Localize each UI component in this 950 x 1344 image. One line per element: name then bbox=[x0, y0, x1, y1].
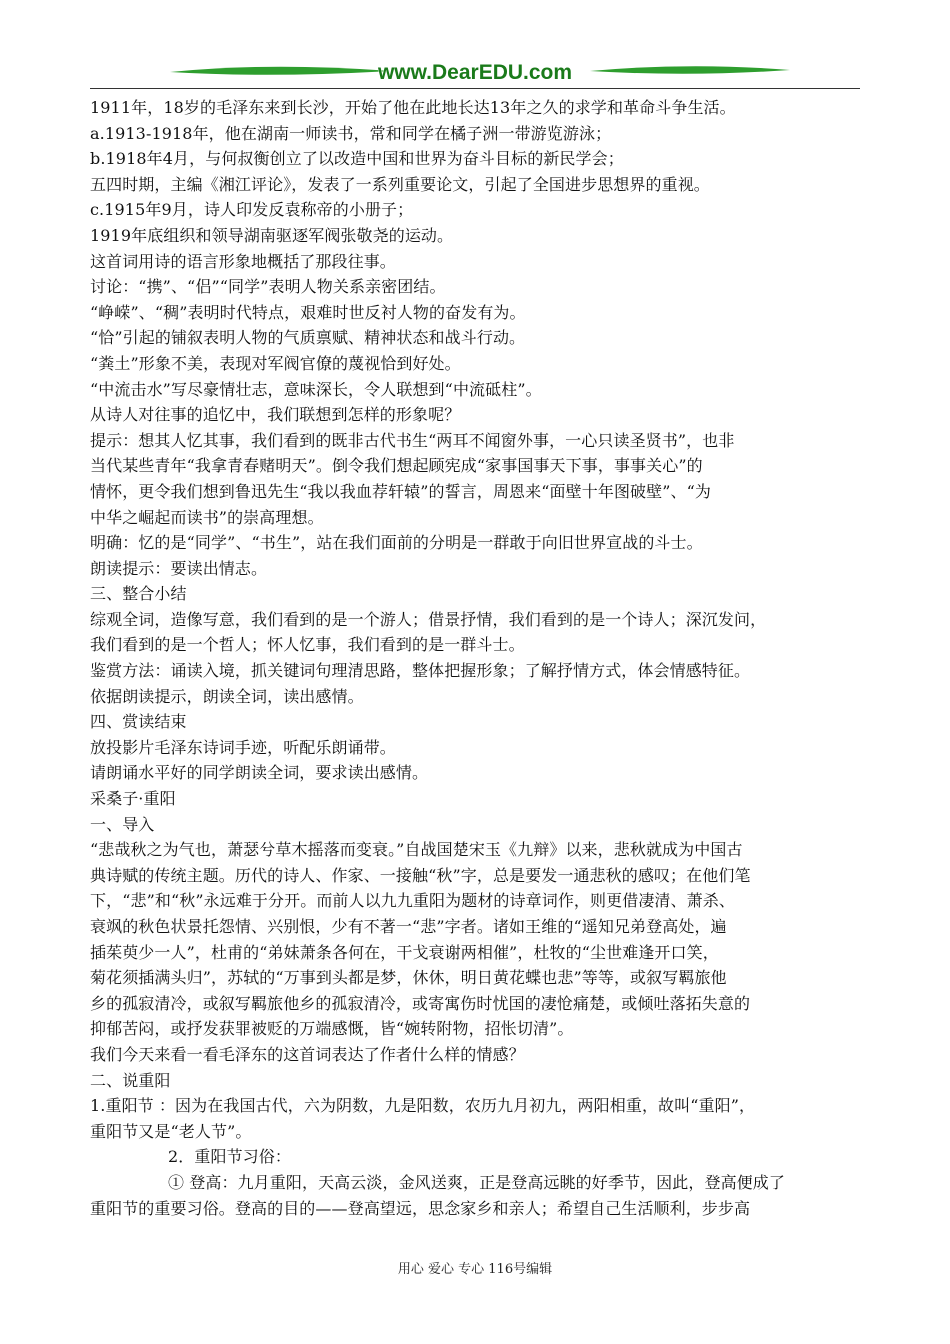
body-line: 请朗诵水平好的同学朗读全词，要求读出感情。 bbox=[90, 763, 429, 783]
body-line: “峥嵘”、“稠”表明时代特点，艰难时世反衬人物的奋发有为。 bbox=[90, 302, 526, 322]
body-line: 中华之崛起而读书”的崇高理想。 bbox=[90, 507, 324, 527]
section-heading: 三、整合小结 bbox=[90, 584, 187, 604]
section-heading: 一、导入 bbox=[90, 814, 155, 834]
right-swoosh-decoration bbox=[590, 66, 790, 74]
body-line: 下，“悲”和“秋”永远难于分开。而前人以九九重阳为题材的诗章词作，则更借凄清、萧杀、 bbox=[90, 891, 735, 911]
body-line: 1.重阳节 ：因为在我国古代，六为阴数，九是阳数，农历九月初九，两阳相重，故叫“重阳”， bbox=[90, 1096, 756, 1116]
body-line: 衰飒的秋色状景托怨情、兴别恨，少有不著一“悲”字者。诸如王维的“遥知兄弟登高处，遍 bbox=[90, 917, 727, 936]
body-line: 明确：忆的是“同学”、“书生”，站在我们面前的分明是一群敢于向旧世界宣战的斗士。 bbox=[90, 533, 703, 553]
body-line: 五四时期，主编《湘江评论》，发表了一系列重要论文，引起了全国进步思想界的重视。 bbox=[90, 174, 710, 194]
body-line: 乡的孤寂清冷，或叙写羁旅他乡的孤寂清冷，或寄寓伤时忧国的凄怆痛楚，或倾吐落拓失意的 bbox=[90, 993, 751, 1013]
header-rule bbox=[90, 88, 860, 89]
document-body bbox=[90, 95, 862, 1221]
body-line: c.1915年9月，诗人印发反袁称帝的小册子； bbox=[90, 200, 414, 220]
body-line: a.1913-1918年，他在湖南一师读书，常和同学在橘子洲一带游览游泳； bbox=[90, 123, 612, 143]
poem-title: 采桑子·重阳 bbox=[90, 789, 176, 809]
body-line: b.1918年4月，与何叔衡创立了以改造中国和世界为奋斗目标的新民学会； bbox=[90, 149, 624, 169]
body-line: 从诗人对往事的追忆中，我们联想到怎样的形象呢？ bbox=[90, 405, 461, 425]
body-line: 1919年底组织和领导湖南驱逐军阀张敬尧的运动。 bbox=[90, 225, 454, 245]
body-line: 菊花须插满头归”，苏轼的“万事到头都是梦，休休，明日黄花蝶也悲”等等，或叙写羁旅他 bbox=[90, 968, 727, 988]
body-line: 重阳节又是“老人节”。 bbox=[90, 1121, 252, 1141]
left-swoosh-decoration bbox=[170, 67, 390, 75]
section-heading: 二、说重阳 bbox=[90, 1070, 171, 1090]
body-line: 我们看到的是一个哲人；怀人忆事，我们看到的是一群斗士。 bbox=[90, 635, 525, 655]
page-footer: 用心 爱心 专心 116号编辑 bbox=[397, 1262, 553, 1277]
body-line: 放投影片毛泽东诗词手迹，听配乐朗诵带。 bbox=[90, 737, 396, 757]
dearedu-logo-banner bbox=[90, 58, 860, 90]
body-line: “粪土”形象不美，表现对军阀官僚的蔑视恰到好处。 bbox=[90, 353, 461, 373]
body-line: 当代某些青年“我拿青春赌明天”。倒令我们想起顾宪成“家事国事天下事，事事关心”的 bbox=[90, 456, 703, 476]
body-line: 综观全词，造像写意，我们看到的是一个游人；借景抒情，我们看到的是一个诗人；深沉发问， bbox=[90, 609, 767, 629]
body-line: “中流击水”写尽豪情壮志，意味深长，令人联想到“中流砥柱”。 bbox=[90, 379, 542, 399]
body-line: 讨论：“携”、“侣”“同学”表明人物关系亲密团结。 bbox=[90, 277, 446, 297]
body-line: “恰”引起的铺叙表明人物的气质禀赋、精神状态和战斗行动。 bbox=[90, 328, 526, 348]
subsection-heading: 2．重阳节习俗： bbox=[168, 1147, 291, 1167]
body-line: 重阳节的重要习俗。登高的目的——登高望远，思念家乡和亲人；希望自己生活顺利，步步高 bbox=[90, 1198, 751, 1218]
body-line: 鉴赏方法：诵读入境，抓关键词句理清思路，整体把握形象；了解抒情方式，体会情感特征。 bbox=[90, 661, 751, 681]
site-logo-text: www.DearEDU.com bbox=[377, 61, 573, 84]
body-line: 抑郁苦闷，或抒发获罪被贬的万端感慨，皆“婉转附物，招怅切清”。 bbox=[90, 1019, 574, 1039]
body-line: 我们今天来看一看毛泽东的这首词表达了作者什么样的情感？ bbox=[90, 1044, 525, 1064]
body-line: 朗读提示：要读出情志。 bbox=[90, 558, 268, 578]
body-line: 情怀，更令我们想到鲁迅先生“我以我血荐轩辕”的誓言，周恩来“面壁十年图破壁”、“为 bbox=[90, 481, 711, 501]
body-line: 这首词用诗的语言形象地概括了那段往事。 bbox=[90, 251, 396, 271]
body-line: 提示：想其人忆其事，我们看到的既非古代书生“两耳不闻窗外事，一心只读圣贤书”，也非 bbox=[90, 430, 735, 450]
section-heading: 四、赏读结束 bbox=[90, 712, 187, 732]
body-line: 插茱萸少一人”，杜甫的“弟妹萧条各何在，干戈衰谢两相催”，杜牧的“尘世难逢开口笑， bbox=[90, 942, 719, 962]
body-line: 依据朗读提示，朗读全词，读出感情。 bbox=[90, 686, 364, 706]
body-line: ① 登高：九月重阳，天高云淡，金风送爽，正是登高远眺的好季节，因此，登高便成了 bbox=[168, 1172, 785, 1192]
body-line: “悲哉秋之为气也，萧瑟兮草木摇落而变衰。”自战国楚宋玉《九辩》以来，悲秋就成为中国古 bbox=[90, 840, 743, 860]
page-header bbox=[90, 58, 860, 90]
body-line: 典诗赋的传统主题。历代的诗人、作家、一接触“秋”字，总是要发一通悲秋的感叹；在他们笔 bbox=[90, 865, 751, 885]
body-line: 1911年，18岁的毛泽东来到长沙，开始了他在此地长达13年之久的求学和革命斗争生活。 bbox=[90, 98, 736, 117]
